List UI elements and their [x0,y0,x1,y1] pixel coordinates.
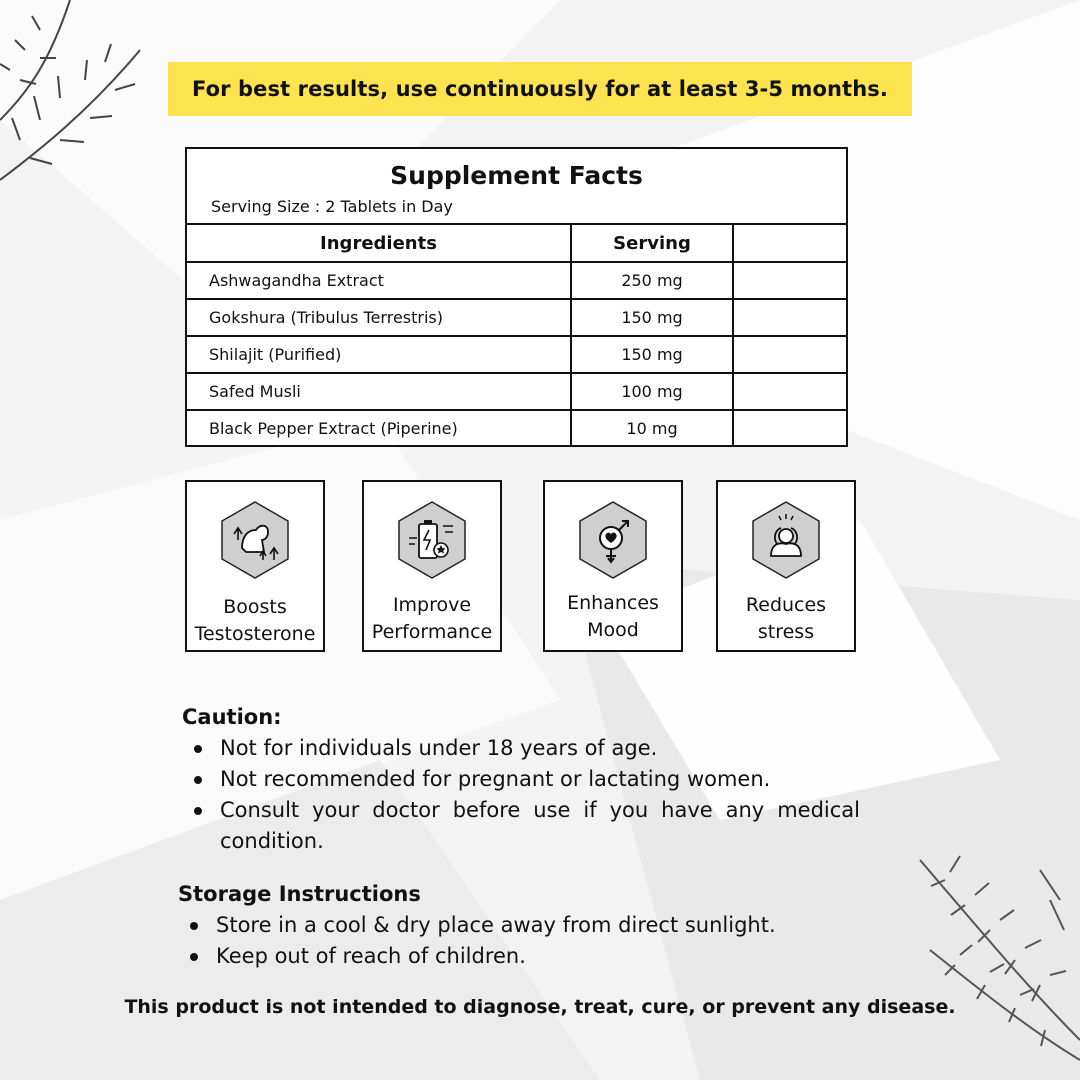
benefit-label: Improve Performance [371,594,493,643]
gender-heart-icon [578,500,648,580]
empty-cell [733,262,846,299]
empty-cell [733,336,846,373]
column-header-ingredients: Ingredients [187,225,571,262]
table-row [187,410,846,446]
list-item: Not for individuals under 18 years of age. [182,733,860,764]
ingredient-serving: 100 mg [571,373,733,410]
battery-star-icon [397,500,467,580]
empty-cell [733,410,846,446]
supplement-facts-header [187,149,846,225]
benefit-label: Reduces stress [745,594,827,643]
supplement-facts-title: Supplement Facts [390,161,643,190]
table-row [187,262,846,299]
supplement-facts-table [185,147,848,447]
storage-list [178,910,878,972]
list-item: Not recommended for pregnant or lactating women. [182,764,860,795]
stressed-person-icon [751,500,821,580]
table-row [187,336,846,373]
benefit-card-mood [543,480,683,652]
benefit-label: Enhances Mood [567,592,659,641]
serving-size: Serving Size : 2 Tablets in Day [211,197,453,216]
table-header-row [187,225,846,262]
empty-cell [733,373,846,410]
empty-cell [733,299,846,336]
ingredient-serving: 150 mg [571,336,733,373]
ingredient-name: Shilajit (Purified) [187,336,571,373]
list-item: Keep out of reach of children. [178,941,878,972]
ingredient-name: Ashwagandha Extract [187,262,571,299]
tip-banner-text: For best results, use continuously for at least 3-5 months. [192,77,888,101]
ingredient-serving: 150 mg [571,299,733,336]
disclaimer: This product is not intended to diagnose, treat, cure, or prevent any disease. [124,996,956,1018]
benefit-card-stress [716,480,856,652]
tip-banner [168,62,912,116]
column-header-empty [733,225,846,262]
ingredient-serving: 250 mg [571,262,733,299]
caution-title: Caution: [182,705,282,729]
list-item: Consult your doctor before use if you have any medical condition. [182,795,860,857]
column-header-serving: Serving [571,225,733,262]
ingredient-name: Safed Musli [187,373,571,410]
benefit-card-performance [362,480,502,652]
table-row [187,373,846,410]
list-item: Store in a cool & dry place away from direct sunlight. [178,910,878,941]
ingredient-serving: 10 mg [571,410,733,446]
table-row [187,299,846,336]
benefit-label: Boosts Testosterone [194,596,316,645]
ingredient-name: Gokshura (Tribulus Terrestris) [187,299,571,336]
storage-title: Storage Instructions [178,882,421,906]
benefit-card-testosterone [185,480,325,652]
ingredient-name: Black Pepper Extract (Piperine) [187,410,571,446]
muscle-arrows-icon [220,500,290,580]
caution-list [182,733,860,857]
